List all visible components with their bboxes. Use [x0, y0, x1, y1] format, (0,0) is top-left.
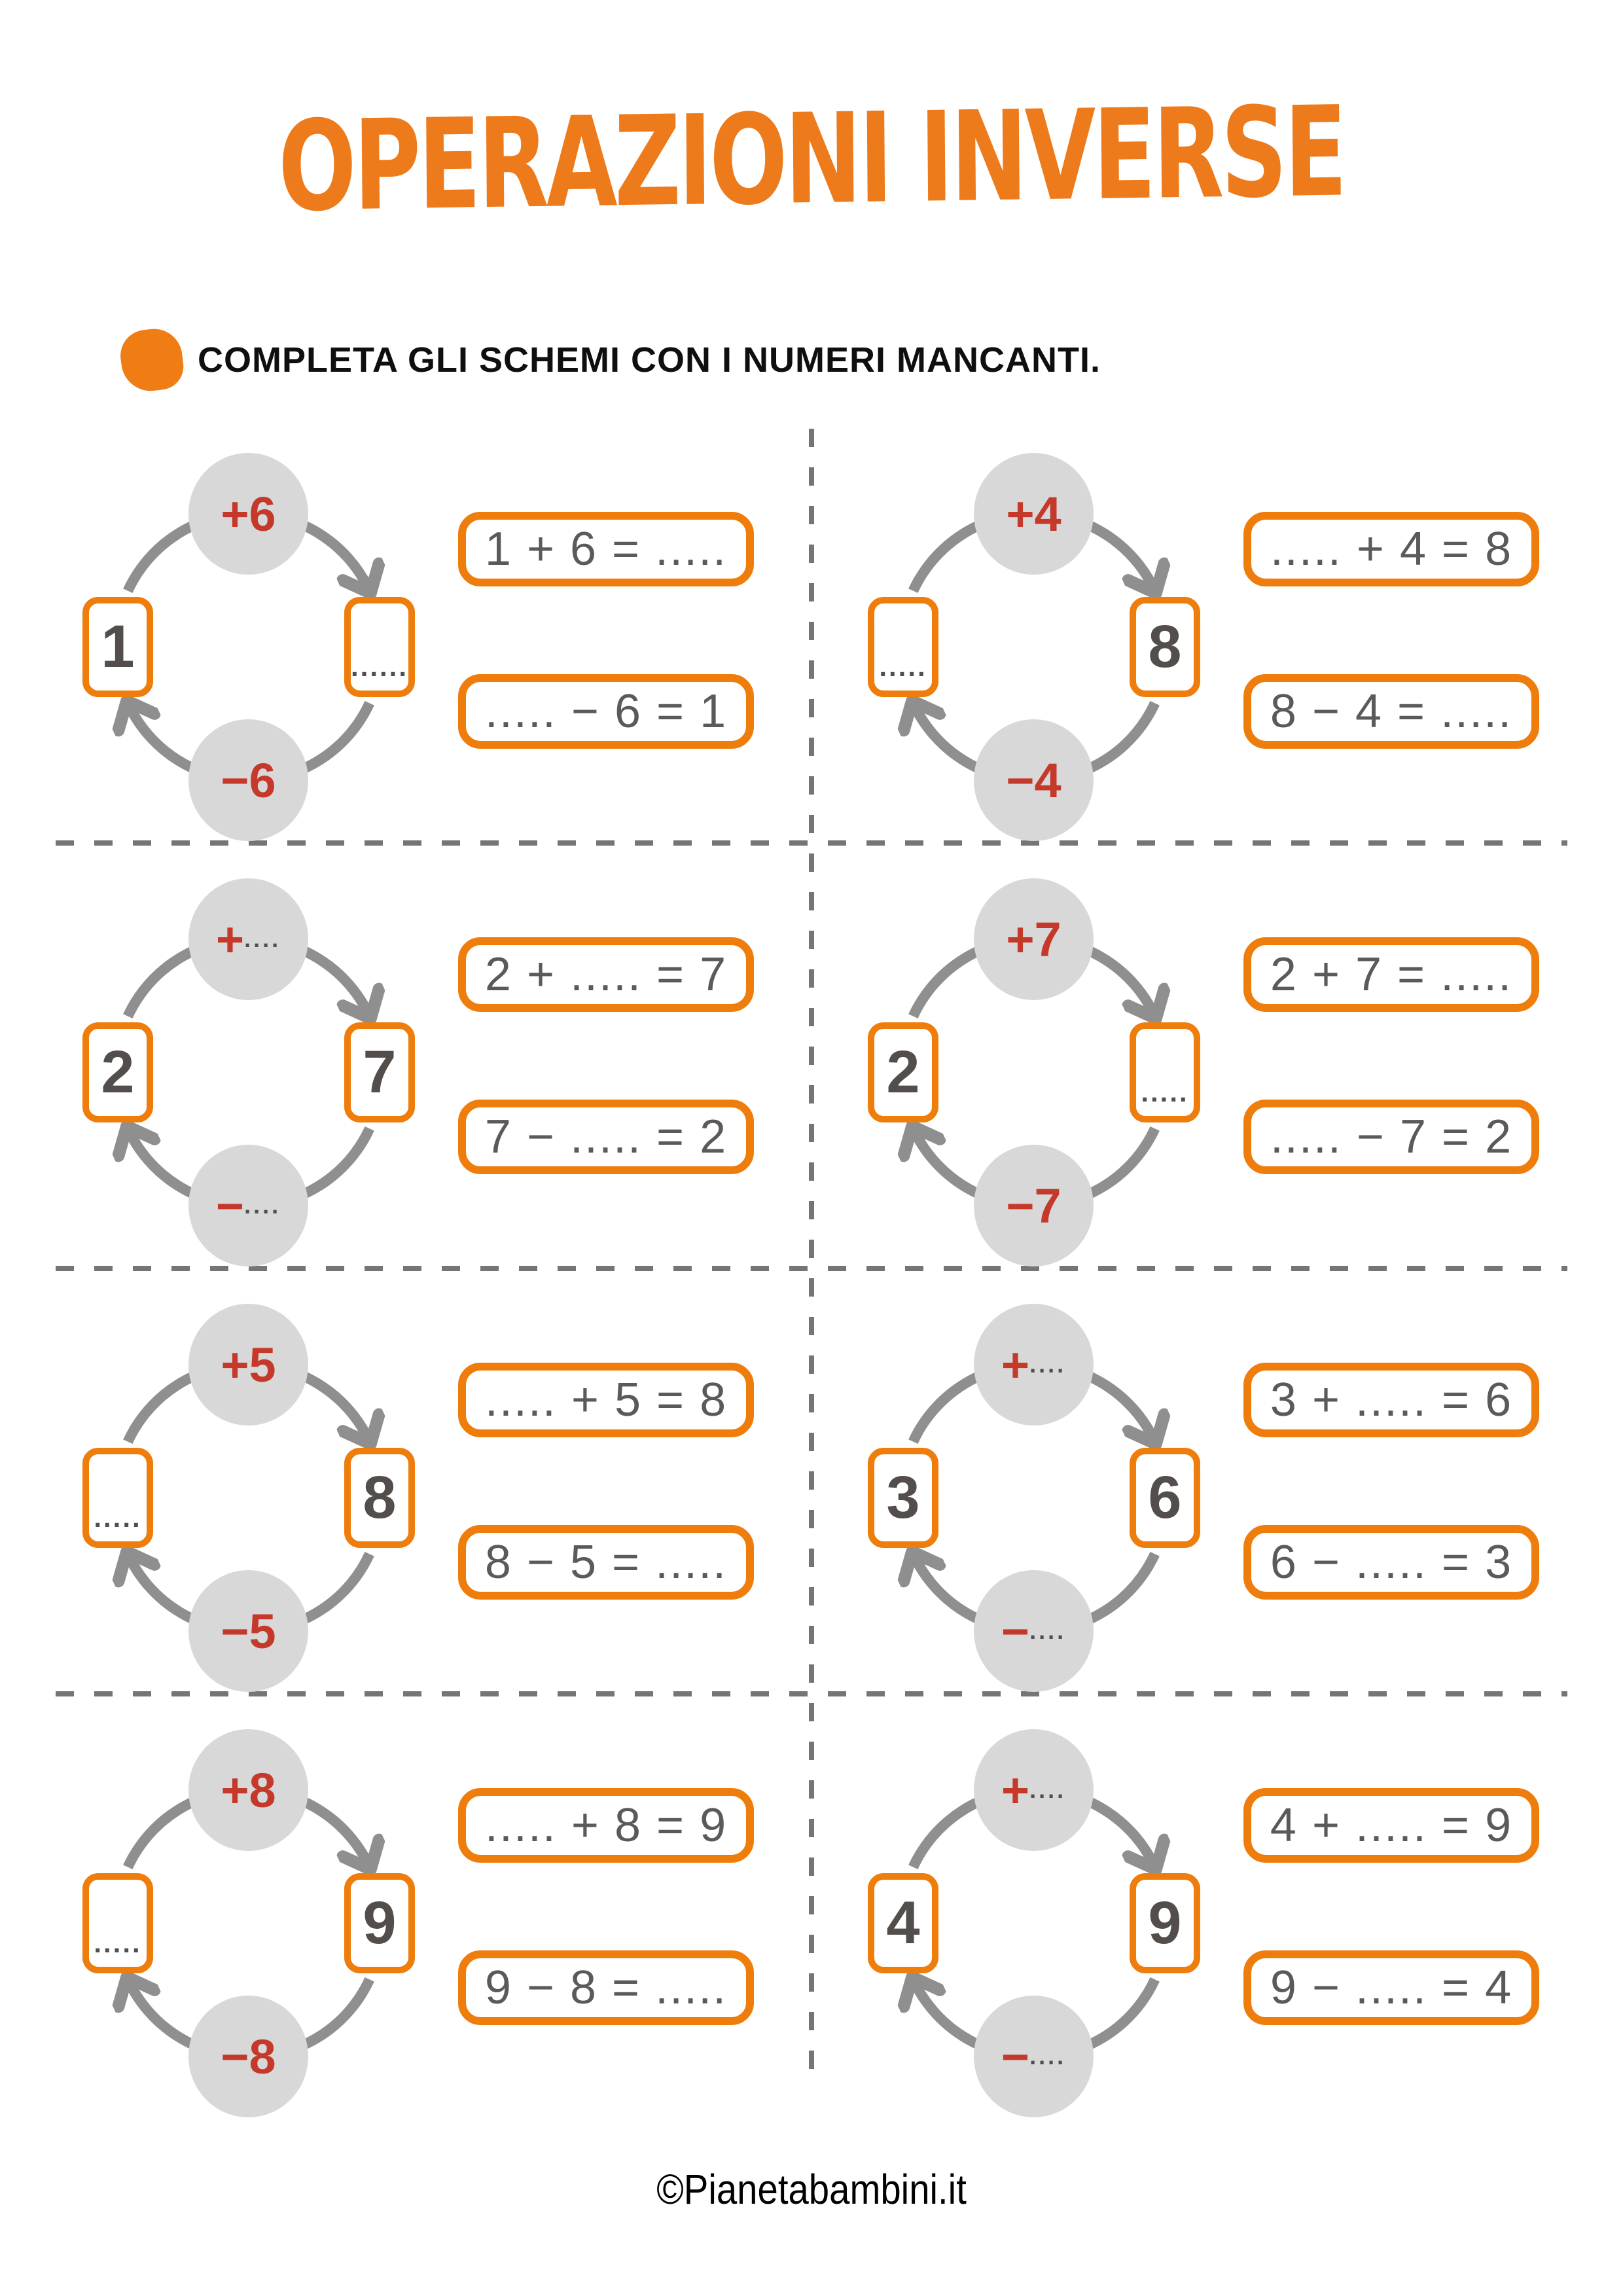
- equation-box-addition: [458, 937, 754, 1012]
- operation-top-badge: [974, 1729, 1094, 1851]
- equation-box-subtraction: [1243, 1950, 1539, 2025]
- equation-text: ..... + 5 = 8: [484, 1374, 728, 1426]
- operation-value: ....: [244, 1192, 281, 1219]
- number-box-left: [868, 1873, 938, 1973]
- operation-bottom-badge: [974, 1996, 1094, 2117]
- minus-sign: −: [221, 1604, 249, 1659]
- number-cycle-diagram: [65, 1728, 432, 2119]
- number-box-value: 2: [101, 1039, 135, 1105]
- plus-sign: +: [221, 1763, 249, 1818]
- minus-sign: −: [1001, 1604, 1030, 1659]
- number-box-right: [344, 1873, 415, 1973]
- plus-sign: +: [1001, 1763, 1030, 1818]
- equation-box-subtraction: [458, 1525, 754, 1600]
- equation-text: 6 − ..... = 3: [1270, 1536, 1513, 1588]
- number-box-right: [1130, 1873, 1200, 1973]
- equation-box-addition: [458, 1363, 754, 1437]
- plus-sign: +: [1001, 1337, 1030, 1392]
- number-box-value: 7: [363, 1039, 397, 1105]
- number-box-value: 1: [101, 613, 135, 680]
- operation-value: ....: [244, 925, 281, 952]
- equation-box-addition: [458, 1788, 754, 1863]
- operation-bottom-badge: [188, 1996, 308, 2117]
- footer-credit: ©Pianetabambini.it: [656, 2166, 967, 2213]
- minus-sign: −: [221, 2029, 249, 2084]
- operation-top-badge: [974, 878, 1094, 1000]
- number-box-value: 9: [1148, 1890, 1182, 1956]
- exercise-cell: [65, 851, 812, 1276]
- number-box-left: [82, 1022, 153, 1122]
- exercise-cell: [65, 1702, 812, 2127]
- number-box-right: [1130, 597, 1200, 697]
- plus-sign: +: [221, 486, 249, 541]
- number-box-left: [868, 1022, 938, 1122]
- operation-value: 8: [249, 2029, 276, 2084]
- number-box-value: 8: [1148, 613, 1182, 680]
- operation-top-badge: [188, 453, 308, 575]
- operation-bottom-badge: [974, 1570, 1094, 1692]
- plus-sign: +: [1006, 486, 1035, 541]
- number-box-value: .....: [94, 1502, 142, 1533]
- plus-sign: +: [221, 1337, 249, 1392]
- number-box-right: [1130, 1022, 1200, 1122]
- operation-value: 7: [1034, 912, 1061, 967]
- plus-sign: +: [1006, 912, 1035, 967]
- equation-text: ..... − 6 = 1: [484, 685, 728, 738]
- equation-text: 4 + ..... = 9: [1270, 1799, 1513, 1852]
- equation-text: ..... + 4 = 8: [1270, 523, 1513, 575]
- number-cycle-diagram: [851, 1302, 1217, 1693]
- equation-box-addition: [1243, 512, 1539, 586]
- operation-value: ....: [1029, 1776, 1067, 1803]
- equation-text: ..... + 8 = 9: [484, 1799, 728, 1852]
- operation-value: 4: [1034, 753, 1061, 808]
- minus-sign: −: [1006, 1178, 1035, 1233]
- number-cycle-diagram: [65, 877, 432, 1268]
- bullet-blob-icon: [118, 326, 187, 395]
- equation-text: 7 − ..... = 2: [484, 1111, 728, 1163]
- instruction-text: COMPLETA GLI SCHEMI CON I NUMERI MANCANTI.: [198, 340, 1101, 380]
- number-box-value: ......: [351, 651, 409, 682]
- equation-box-addition: [1243, 1363, 1539, 1437]
- equation-text: 2 + 7 = .....: [1270, 948, 1513, 1001]
- equation-box-subtraction: [458, 674, 754, 749]
- number-box-value: 4: [886, 1890, 920, 1956]
- operation-value: 5: [249, 1604, 276, 1659]
- number-box-value: .....: [879, 651, 927, 682]
- minus-sign: −: [1001, 2029, 1030, 2084]
- number-cycle-diagram: [851, 452, 1217, 842]
- number-box-value: 3: [886, 1464, 920, 1531]
- equation-text: ..... − 7 = 2: [1270, 1111, 1513, 1163]
- operation-bottom-badge: [188, 1570, 308, 1692]
- exercise-cell: [851, 1702, 1597, 2127]
- operation-bottom-badge: [188, 719, 308, 841]
- number-box-value: 2: [886, 1039, 920, 1105]
- number-box-right: [344, 1022, 415, 1122]
- operation-value: 4: [1034, 486, 1061, 541]
- operation-bottom-badge: [188, 1145, 308, 1266]
- equation-text: 2 + ..... = 7: [484, 948, 728, 1001]
- operation-top-badge: [188, 1729, 308, 1851]
- equation-box-subtraction: [458, 1100, 754, 1174]
- equation-box-addition: [1243, 1788, 1539, 1863]
- number-box-right: [344, 597, 415, 697]
- number-cycle-diagram: [65, 1302, 432, 1693]
- number-box-value: .....: [1141, 1077, 1189, 1107]
- equation-box-subtraction: [1243, 674, 1539, 749]
- minus-sign: −: [215, 1178, 245, 1233]
- operation-value: 6: [249, 753, 276, 808]
- equation-box-subtraction: [1243, 1525, 1539, 1600]
- exercise-cell: [851, 425, 1597, 851]
- number-cycle-diagram: [851, 877, 1217, 1268]
- operation-value: ....: [1029, 1617, 1067, 1644]
- equation-text: 9 − ..... = 4: [1270, 1962, 1513, 2014]
- number-cycle-diagram: [851, 1728, 1217, 2119]
- equation-text: 3 + ..... = 6: [1270, 1374, 1513, 1426]
- number-box-left: [82, 1448, 153, 1548]
- equation-text: 1 + 6 = .....: [484, 523, 728, 575]
- operation-value: 7: [1034, 1178, 1061, 1233]
- number-box-value: .....: [94, 1928, 142, 1958]
- equation-text: 9 − 8 = .....: [484, 1962, 728, 2014]
- equation-box-subtraction: [1243, 1100, 1539, 1174]
- operation-top-badge: [974, 1304, 1094, 1426]
- equation-box-addition: [1243, 937, 1539, 1012]
- exercise-cell: [851, 851, 1597, 1276]
- number-box-left: [868, 1448, 938, 1548]
- number-box-left: [82, 597, 153, 697]
- equation-text: 8 − 4 = .....: [1270, 685, 1513, 738]
- operation-value: ....: [1029, 1351, 1067, 1378]
- minus-sign: −: [221, 753, 249, 808]
- operation-value: ....: [1029, 2043, 1067, 2070]
- equation-text: 8 − 5 = .....: [484, 1536, 728, 1588]
- operation-top-badge: [188, 1304, 308, 1426]
- operation-bottom-badge: [974, 1145, 1094, 1266]
- exercise-cell: [65, 1276, 812, 1702]
- equation-box-addition: [458, 512, 754, 586]
- operation-top-badge: [974, 453, 1094, 575]
- header: [0, 79, 1623, 240]
- page-title: OPERAZIONI INVERSE: [277, 79, 1346, 240]
- number-box-value: 6: [1148, 1464, 1182, 1531]
- number-box-left: [868, 597, 938, 697]
- operation-bottom-badge: [974, 719, 1094, 841]
- equation-box-subtraction: [458, 1950, 754, 2025]
- minus-sign: −: [1006, 753, 1035, 808]
- operation-value: 5: [249, 1337, 276, 1392]
- footer: [0, 2165, 1623, 2214]
- operation-value: 6: [249, 486, 276, 541]
- exercise-cell: [65, 425, 812, 851]
- plus-sign: +: [215, 912, 245, 967]
- operation-top-badge: [188, 878, 308, 1000]
- number-cycle-diagram: [65, 452, 432, 842]
- number-box-value: 9: [363, 1890, 397, 1956]
- number-box-right: [1130, 1448, 1200, 1548]
- operation-value: 8: [249, 1763, 276, 1818]
- exercise-cell: [851, 1276, 1597, 1702]
- number-box-right: [344, 1448, 415, 1548]
- number-box-value: 8: [363, 1464, 397, 1531]
- number-box-left: [82, 1873, 153, 1973]
